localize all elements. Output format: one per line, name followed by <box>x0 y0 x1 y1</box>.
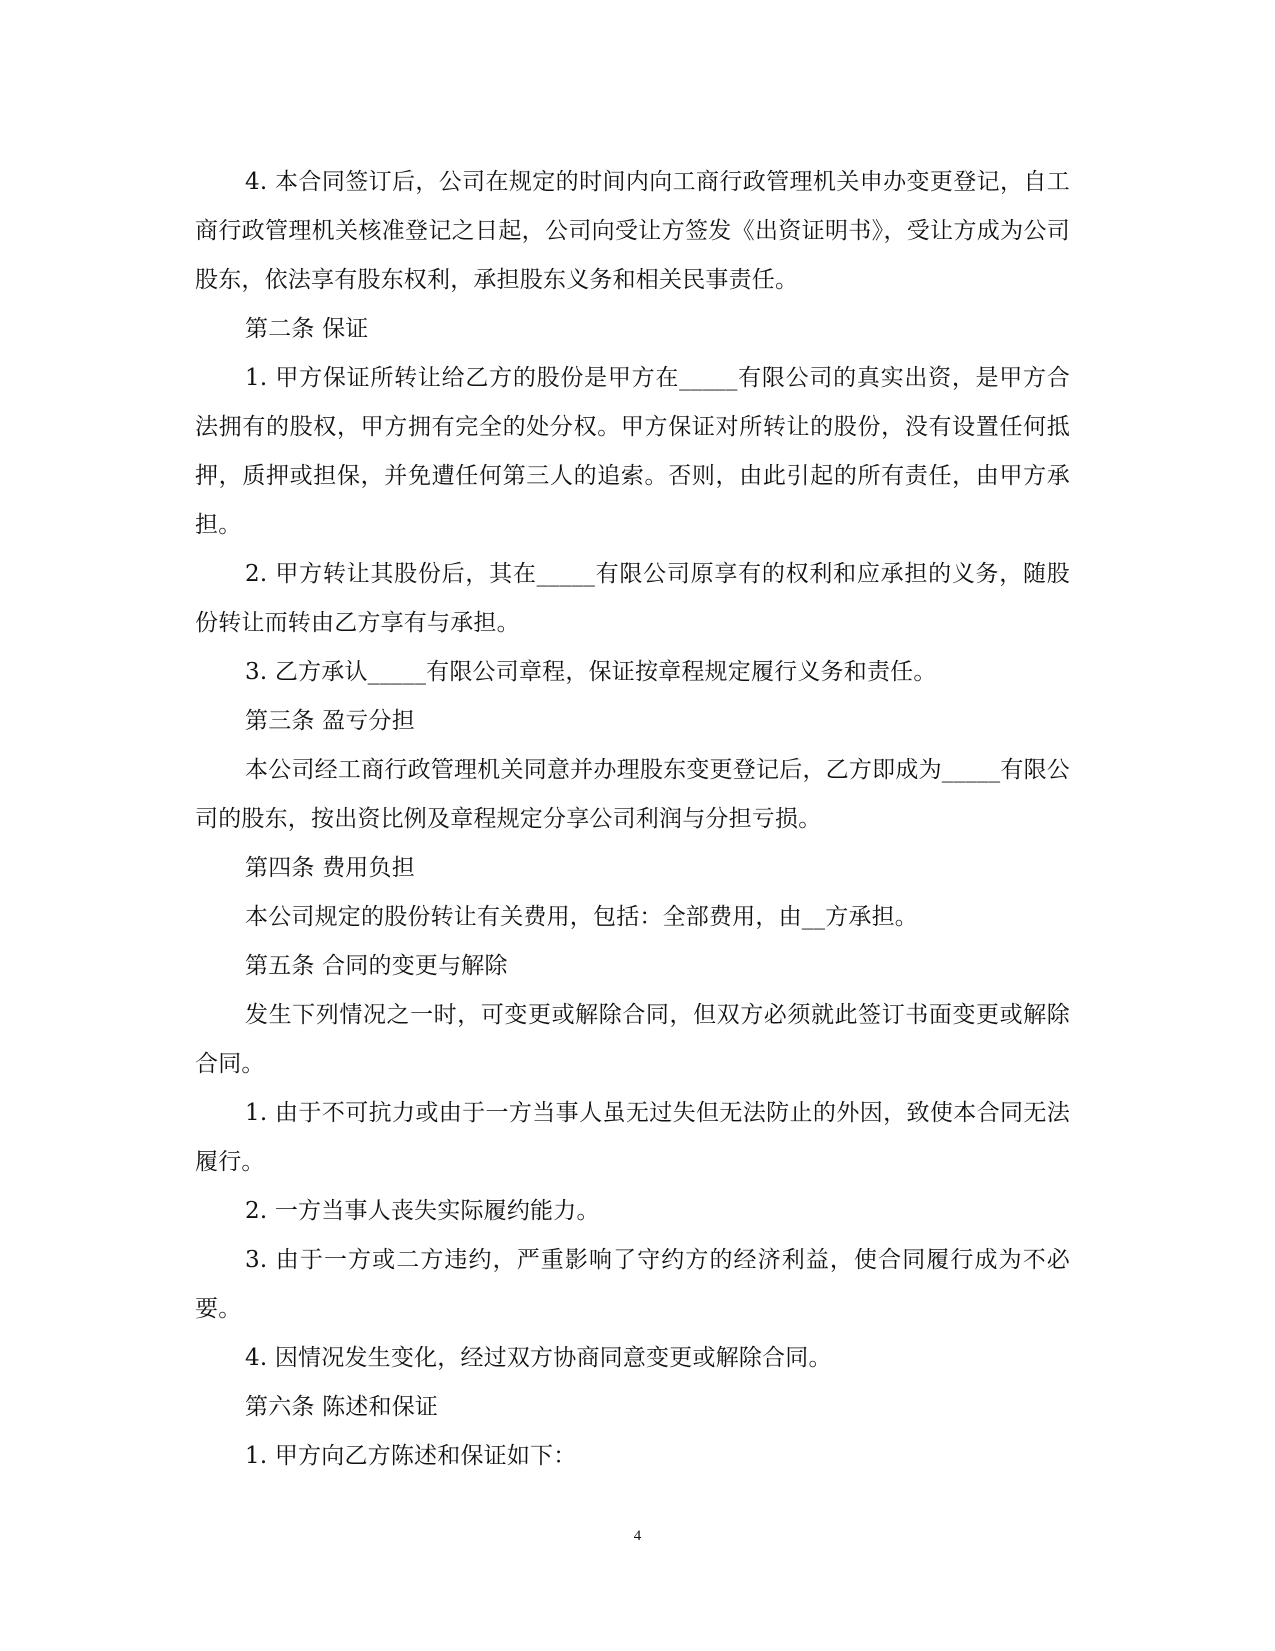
article-5-item-4: 4. 因情况发生变化，经过双方协商同意变更或解除合同。 <box>245 1345 832 1371</box>
article-4-body: 本公司规定的股份转让有关费用，包括：全部费用，由__方承担。 <box>245 904 918 930</box>
article-6-item-1: 1. 甲方向乙方陈述和保证如下： <box>245 1443 577 1469</box>
page-number: 4 <box>633 1528 642 1544</box>
article-5-item-3: 3. 由于一方或二方违约，严重影响了守约方的经济利益，使合同履行成为不必要。 <box>195 1247 1070 1322</box>
article-2-item-2: 2. 甲方转让其股份后，其在_____有限公司原享有的权利和应承担的义务，随股份转让而转由乙方享有与承担。 <box>195 561 1070 636</box>
article-3-body: 本公司经工商行政管理机关同意并办理股东变更登记后，乙方即成为_____有限公司的股东，按出资比例及章程规定分享公司利润与分担亏损。 <box>195 757 1070 832</box>
article-3-heading: 第三条 盈亏分担 <box>245 708 415 734</box>
article-6-heading: 第六条 陈述和保证 <box>245 1394 439 1420</box>
article-2-item-3: 3. 乙方承认_____有限公司章程，保证按章程规定履行义务和责任。 <box>245 659 937 685</box>
clause-1-item-4: 4. 本合同签订后，公司在规定的时间内向工商行政管理机关申办变更登记，自工商行政管理机关核准登记之日起，公司向受让方签发《出资证明书》，受让方成为公司股东，依法享有股东权利，承担股东义务和相关民事责任。 <box>195 169 1070 293</box>
article-5-item-2: 2. 一方当事人丧失实际履约能力。 <box>245 1198 600 1224</box>
article-2-heading: 第二条 保证 <box>245 316 369 342</box>
article-5-heading: 第五条 合同的变更与解除 <box>245 953 508 979</box>
article-5-item-1: 1. 由于不可抗力或由于一方当事人虽无过失但无法防止的外因，致使本合同无法履行。 <box>195 1100 1070 1175</box>
article-2-item-1: 1. 甲方保证所转让给乙方的股份是甲方在_____有限公司的真实出资，是甲方合法拥有的股权，甲方拥有完全的处分权。甲方保证对所转让的股份，没有设置任何抵押，质押或担保，并免遭任何第三人的追索。否则，由此引起的所有责任，由甲方承担。 <box>195 365 1070 538</box>
document-body <box>195 158 1070 1481</box>
article-4-heading: 第四条 费用负担 <box>245 855 415 881</box>
article-5-intro: 发生下列情况之一时，可变更或解除合同，但双方必须就此签订书面变更或解除合同。 <box>195 1002 1070 1077</box>
